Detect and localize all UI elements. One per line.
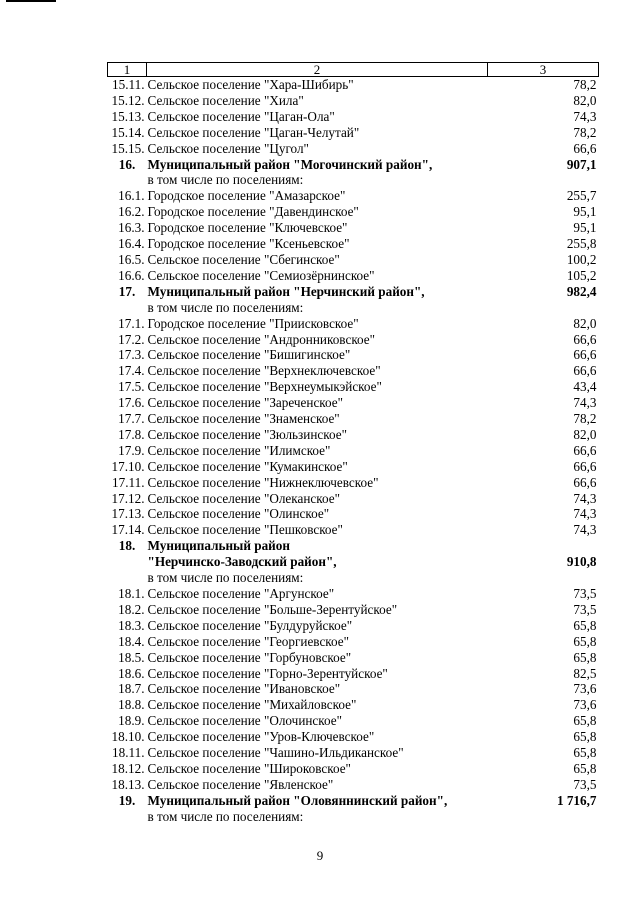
row-name: в том числе по поселениям: xyxy=(147,808,304,824)
table-row xyxy=(108,363,599,379)
row-value: 105,2 xyxy=(566,267,597,283)
row-number: 15.15. xyxy=(111,140,145,156)
row-name: Городское поселение "Давендинское" xyxy=(147,204,359,220)
table-row xyxy=(108,475,599,491)
row-number: 16.6. xyxy=(118,267,145,283)
table-row xyxy=(108,809,599,825)
row-number: 18.11. xyxy=(112,745,145,761)
row-number: 15.13. xyxy=(111,108,145,124)
table-row xyxy=(108,427,599,443)
row-number: 17.3. xyxy=(118,347,145,363)
table-row xyxy=(108,729,599,745)
row-value: 73,5 xyxy=(573,586,597,601)
row-number: 18.6. xyxy=(118,665,145,681)
table-row xyxy=(108,554,599,570)
table-row xyxy=(108,332,599,348)
table-row xyxy=(108,745,599,761)
row-number: 18.3. xyxy=(118,617,145,633)
row-value: 65,8 xyxy=(573,649,597,665)
row-name: Сельское поселение "Андронниковское" xyxy=(147,331,376,347)
row-value: 910,8 xyxy=(566,554,597,570)
row-number xyxy=(108,172,147,188)
row-value: 82,5 xyxy=(573,665,597,681)
table-row xyxy=(108,316,599,332)
row-name: Сельское поселение "Аргунское" xyxy=(147,586,335,601)
table-row xyxy=(108,125,599,141)
row-value: 66,6 xyxy=(573,347,597,363)
row-number: 18.10. xyxy=(111,729,145,745)
row-value: 73,5 xyxy=(573,601,597,617)
table-row xyxy=(108,491,599,507)
row-name: Городское поселение "Приисковское" xyxy=(147,315,359,331)
row-name: Сельское поселение "Хара-Шибирь" xyxy=(147,77,354,92)
row-number: 18. xyxy=(118,538,136,554)
row-value: 65,8 xyxy=(573,713,597,729)
row-number: 15.12. xyxy=(111,92,145,108)
table-row xyxy=(108,284,599,300)
row-value: 907,1 xyxy=(566,156,597,172)
table-row xyxy=(108,93,599,109)
table-row xyxy=(108,777,599,793)
table-row xyxy=(108,681,599,697)
table-row xyxy=(108,236,599,252)
row-name: Сельское поселение "Знаменское" xyxy=(147,411,340,427)
table-row xyxy=(108,204,599,220)
row-name: Сельское поселение "Кумакинское" xyxy=(147,458,348,474)
row-number: 17.5. xyxy=(118,379,145,395)
row-number xyxy=(108,570,147,586)
row-number: 18.12. xyxy=(111,760,145,776)
table-row xyxy=(108,109,599,125)
row-name: Муниципальный район "Оловяннинский район", xyxy=(147,792,448,808)
row-value: 66,6 xyxy=(573,331,597,347)
table-row xyxy=(108,602,599,618)
row-name: Сельское поселение "Нижнеключевское" xyxy=(147,474,379,490)
row-value: 65,8 xyxy=(573,760,597,776)
row-value: 95,1 xyxy=(573,204,597,220)
row-number: 17.2. xyxy=(118,331,145,347)
row-value: 43,4 xyxy=(573,379,597,395)
row-value: 65,8 xyxy=(573,745,597,761)
row-value: 65,8 xyxy=(573,633,597,649)
row-name: в том числе по поселениям: xyxy=(147,172,304,188)
table-row xyxy=(108,586,599,602)
table-row xyxy=(108,268,599,284)
table-row xyxy=(108,379,599,395)
row-value: 74,3 xyxy=(573,490,597,506)
row-name: Городское поселение "Ксеньевское" xyxy=(147,236,350,252)
table-row xyxy=(108,300,599,316)
row-name: Сельское поселение "Больше-Зерентуйское" xyxy=(147,601,398,617)
row-number xyxy=(108,809,147,825)
row-name: Сельское поселение "Олочинское" xyxy=(147,713,343,729)
row-number: 17.11. xyxy=(112,474,145,490)
row-value: 78,2 xyxy=(573,77,597,92)
row-number: 15.14. xyxy=(111,124,145,140)
row-number: 18.5. xyxy=(118,649,145,665)
row-value: 82,0 xyxy=(573,426,597,442)
row-name: Сельское поселение "Уров-Ключевское" xyxy=(147,729,375,745)
row-value: 65,8 xyxy=(573,729,597,745)
row-number: 18.13. xyxy=(111,776,145,792)
row-name: Сельское поселение "Бишигинское" xyxy=(147,347,351,363)
row-name: в том числе по поселениям: xyxy=(147,570,304,586)
row-value: 74,3 xyxy=(573,395,597,411)
table-row xyxy=(108,522,599,538)
row-name: Сельское поселение "Горно-Зерентуйское" xyxy=(147,665,388,681)
row-value xyxy=(488,172,599,188)
header-col-2: 2 xyxy=(147,63,488,77)
row-name: Сельское поселение "Булдуруйское" xyxy=(147,617,353,633)
table-row xyxy=(108,252,599,268)
table-row xyxy=(108,443,599,459)
row-name: Сельское поселение "Георгиевское" xyxy=(147,633,350,649)
document-table-container xyxy=(107,62,598,825)
settlements-table xyxy=(107,62,599,825)
table-row xyxy=(108,793,599,809)
row-name: Сельское поселение "Пешковское" xyxy=(147,522,343,538)
row-value: 66,6 xyxy=(573,442,597,458)
row-value: 66,6 xyxy=(573,140,597,156)
row-name: в том числе по поселениям: xyxy=(147,299,304,315)
row-value: 74,3 xyxy=(573,506,597,522)
table-row xyxy=(108,713,599,729)
row-number: 16.4. xyxy=(118,236,145,252)
table-row xyxy=(108,220,599,236)
row-number xyxy=(108,554,147,570)
row-value: 74,3 xyxy=(573,522,597,538)
row-number xyxy=(108,300,147,316)
row-name: Сельское поселение "Цаган-Ола" xyxy=(147,108,335,124)
row-name: Сельское поселение "Зареченское" xyxy=(147,395,344,411)
page-number: 9 xyxy=(316,848,324,863)
row-number: 17.14. xyxy=(111,522,145,538)
row-number: 18.1. xyxy=(118,586,145,601)
header-row xyxy=(108,63,599,77)
row-name: Сельское поселение "Зюльзинское" xyxy=(147,426,347,442)
row-number: 18.7. xyxy=(118,681,145,697)
row-name: Сельское поселение "Михайловское" xyxy=(147,697,357,713)
row-name: Сельское поселение "Хила" xyxy=(147,92,304,108)
row-number: 19. xyxy=(118,792,136,808)
row-number: 17.7. xyxy=(118,411,145,427)
row-number: 16.2. xyxy=(118,204,145,220)
row-number: 18.8. xyxy=(118,697,145,713)
row-number: 18.4. xyxy=(118,633,145,649)
table-row xyxy=(108,172,599,188)
top-rule xyxy=(6,0,56,2)
table-row xyxy=(108,459,599,475)
table-row xyxy=(108,538,599,554)
row-value: 65,8 xyxy=(573,617,597,633)
table-row xyxy=(108,188,599,204)
row-number: 17.9. xyxy=(118,442,145,458)
row-value: 74,3 xyxy=(573,108,597,124)
table-row xyxy=(108,618,599,634)
row-number: 15.11. xyxy=(112,77,145,92)
table-row xyxy=(108,157,599,173)
table-row xyxy=(108,395,599,411)
row-value: 82,0 xyxy=(573,92,597,108)
table-row xyxy=(108,141,599,157)
row-value: 95,1 xyxy=(573,220,597,236)
row-name: Сельское поселение "Ивановское" xyxy=(147,681,341,697)
row-value: 66,6 xyxy=(573,363,597,379)
row-value: 982,4 xyxy=(566,283,597,299)
row-name: Муниципальный район "Могочинский район", xyxy=(147,156,433,172)
row-name: Сельское поселение "Чашино-Ильдиканское" xyxy=(147,745,404,761)
row-value: 82,0 xyxy=(573,315,597,331)
row-number: 17.13. xyxy=(111,506,145,522)
table-row xyxy=(108,761,599,777)
row-name: Сельское поселение "Горбуновское" xyxy=(147,649,352,665)
table-row xyxy=(108,77,599,93)
row-number: 16. xyxy=(118,156,136,172)
row-number: 16.3. xyxy=(118,220,145,236)
row-value xyxy=(488,570,599,586)
row-name: Сельское поселение "Явленское" xyxy=(147,776,334,792)
row-value xyxy=(488,538,599,554)
row-number: 17.10. xyxy=(111,458,145,474)
row-value xyxy=(488,809,599,825)
row-name: Сельское поселение "Олинское" xyxy=(147,506,330,522)
table-header xyxy=(108,63,599,77)
row-name: Сельское поселение "Илимское" xyxy=(147,442,331,458)
table-row xyxy=(108,650,599,666)
row-name: Городское поселение "Амазарское" xyxy=(147,188,346,204)
row-number: 18.9. xyxy=(118,713,145,729)
table-row xyxy=(108,697,599,713)
table-row xyxy=(108,411,599,427)
row-value: 73,5 xyxy=(573,776,597,792)
row-number: 16.5. xyxy=(118,251,145,267)
table-body xyxy=(108,77,599,825)
row-value: 255,7 xyxy=(566,188,597,204)
row-number: 17.8. xyxy=(118,426,145,442)
row-value: 73,6 xyxy=(573,681,597,697)
row-value xyxy=(488,300,599,316)
table-row xyxy=(108,666,599,682)
row-number: 17. xyxy=(118,283,136,299)
row-number: 17.4. xyxy=(118,363,145,379)
table-row xyxy=(108,347,599,363)
header-col-1: 1 xyxy=(108,63,147,77)
row-name: "Нерчинско-Заводский район", xyxy=(147,554,337,570)
row-name: Городское поселение "Ключевское" xyxy=(147,220,348,236)
row-value: 100,2 xyxy=(566,251,597,267)
row-value: 66,6 xyxy=(573,458,597,474)
row-name: Сельское поселение "Олеканское" xyxy=(147,490,340,506)
row-name: Сельское поселение "Семиозёрнинское" xyxy=(147,267,375,283)
row-name: Сельское поселение "Цугол" xyxy=(147,140,309,156)
row-number: 16.1. xyxy=(118,188,145,204)
row-value: 73,6 xyxy=(573,697,597,713)
table-row xyxy=(108,634,599,650)
row-number: 17.12. xyxy=(111,490,145,506)
row-name: Муниципальный район xyxy=(147,538,290,554)
row-name: Сельское поселение "Верхнеключевское" xyxy=(147,363,381,379)
row-name: Сельское поселение "Цаган-Челутай" xyxy=(147,124,360,140)
row-name: Сельское поселение "Сбегинское" xyxy=(147,251,340,267)
row-value: 78,2 xyxy=(573,124,597,140)
row-name: Сельское поселение "Верхнеумыкэйское" xyxy=(147,379,382,395)
table-row xyxy=(108,506,599,522)
row-number: 17.1. xyxy=(118,315,145,331)
row-name: Муниципальный район "Нерчинский район", xyxy=(147,283,425,299)
table-row xyxy=(108,570,599,586)
row-value: 78,2 xyxy=(573,411,597,427)
row-value: 66,6 xyxy=(573,474,597,490)
row-name: Сельское поселение "Широковское" xyxy=(147,760,351,776)
row-number: 18.2. xyxy=(118,601,145,617)
row-value: 255,8 xyxy=(566,236,597,252)
row-value: 1 716,7 xyxy=(556,792,597,808)
header-col-3: 3 xyxy=(488,63,599,77)
row-number: 17.6. xyxy=(118,395,145,411)
